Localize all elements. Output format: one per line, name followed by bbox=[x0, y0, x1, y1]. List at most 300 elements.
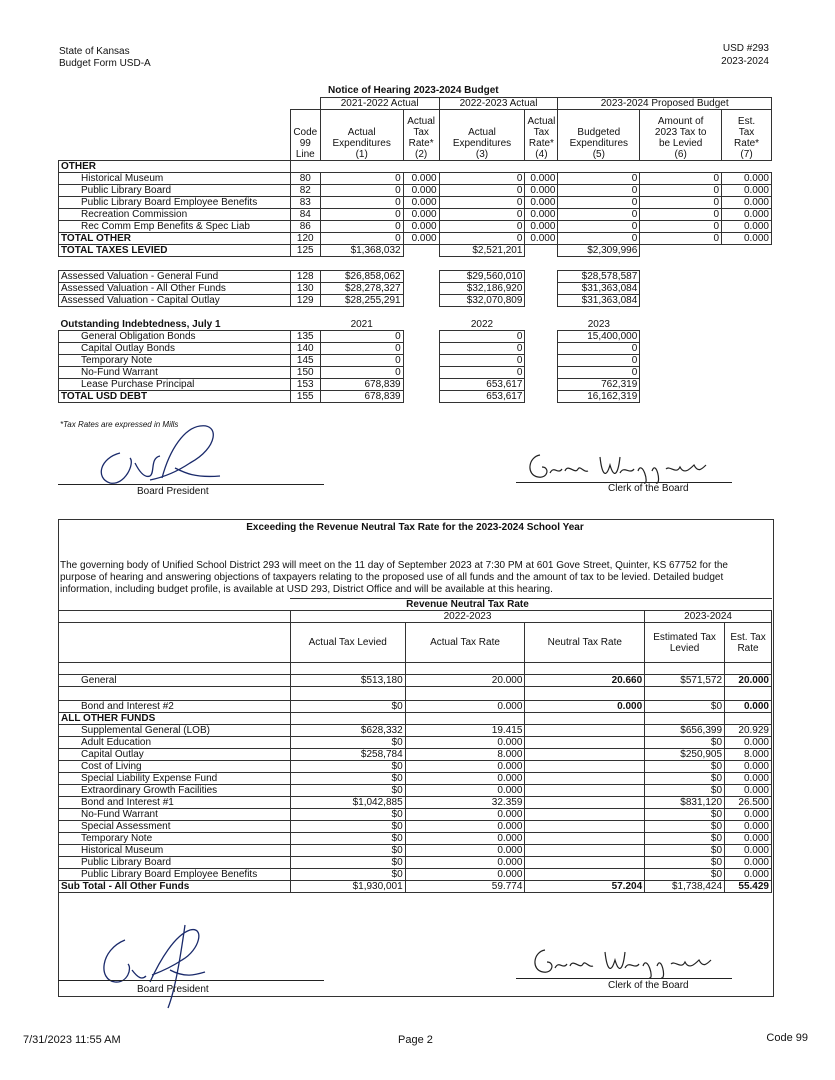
row-c7 bbox=[722, 354, 772, 366]
row-c3: 0 bbox=[439, 342, 525, 354]
col-head-line: 2023 Tax to bbox=[654, 127, 707, 138]
rnr-row-d: $656,399 bbox=[645, 725, 725, 737]
rnr-title: Exceeding the Revenue Neutral Tax Rate for the 2023-2024 School Year bbox=[246, 522, 584, 533]
row-code: 128 bbox=[290, 271, 320, 283]
row-label: Recreation Commission bbox=[59, 209, 291, 221]
rnr-row bbox=[59, 821, 772, 833]
col-head-7 bbox=[722, 110, 772, 161]
row-c3: $29,560,010 bbox=[439, 271, 525, 283]
rnr-row-a: $0 bbox=[290, 833, 405, 845]
col-head-line: Actual bbox=[468, 127, 496, 138]
row-c5: $31,363,084 bbox=[558, 295, 640, 307]
president-signature-1 bbox=[90, 418, 250, 493]
rnr-row-e: 0.000 bbox=[725, 737, 772, 749]
col-head-line: (4) bbox=[535, 149, 548, 160]
row-c6 bbox=[640, 295, 722, 307]
row-c4 bbox=[525, 354, 558, 366]
rnr-row-c bbox=[525, 845, 645, 857]
rnr-row-c: 20.660 bbox=[525, 675, 645, 687]
col-head-line: Expenditures bbox=[332, 138, 391, 149]
rnr-row-d: $0 bbox=[645, 737, 725, 749]
col-head-line: (7) bbox=[740, 149, 753, 160]
rnr-row-d: $0 bbox=[645, 857, 725, 869]
rnr-row-label: Bond and Interest #1 bbox=[59, 797, 291, 809]
row-c2 bbox=[403, 390, 439, 402]
col-head-line: Amount of bbox=[657, 116, 704, 127]
rnr-row-d: $0 bbox=[645, 833, 725, 845]
rnr-row bbox=[59, 869, 772, 881]
row-c6: 0 bbox=[640, 173, 722, 185]
col-head-line: Actual bbox=[407, 116, 435, 127]
notice-col-heads bbox=[59, 110, 772, 161]
row-label: TOTAL OTHER bbox=[59, 233, 291, 245]
row-c5: 0 bbox=[558, 221, 640, 233]
footer-code: Code 99 bbox=[766, 1032, 808, 1044]
rnr-row-c: 0.000 bbox=[525, 701, 645, 713]
row-c4 bbox=[525, 378, 558, 390]
notice-row bbox=[59, 342, 772, 354]
row-c6: 0 bbox=[640, 197, 722, 209]
rnr-head-est-rate: Est. Tax Rate bbox=[725, 623, 772, 663]
row-c4: 0.000 bbox=[525, 209, 558, 221]
row-c4 bbox=[525, 245, 558, 257]
rnr-row-label: General bbox=[59, 675, 291, 687]
rnr-row-b: 0.000 bbox=[405, 821, 525, 833]
col-head-line: Tax bbox=[533, 127, 550, 138]
row-c1: $1,368,032 bbox=[320, 245, 403, 257]
notice-row bbox=[59, 366, 772, 378]
col-head-4 bbox=[525, 110, 558, 161]
rnr-row-label: Public Library Board Employee Benefits bbox=[59, 869, 291, 881]
rnr-row bbox=[59, 725, 772, 737]
board-president-caption-2: Board President bbox=[137, 984, 209, 995]
row-code: 135 bbox=[290, 330, 320, 342]
rnr-row-label: Supplemental General (LOB) bbox=[59, 725, 291, 737]
row-c6 bbox=[640, 354, 722, 366]
form-label: Budget Form USD-A bbox=[59, 58, 151, 69]
rnr-row bbox=[59, 737, 772, 749]
row-c2 bbox=[403, 366, 439, 378]
row-c4 bbox=[525, 366, 558, 378]
rnr-row-e: 0.000 bbox=[725, 785, 772, 797]
row-c5: 0 bbox=[558, 354, 640, 366]
rnr-row-d: $0 bbox=[645, 785, 725, 797]
row-c6 bbox=[640, 283, 722, 295]
rnr-row-a: $1,930,001 bbox=[290, 881, 405, 893]
row-label: Historical Museum bbox=[59, 173, 291, 185]
rnr-row-a: $0 bbox=[290, 701, 405, 713]
rnr-row-c bbox=[525, 773, 645, 785]
rnr-row-b: 0.000 bbox=[405, 809, 525, 821]
rnr-row-d: $0 bbox=[645, 701, 725, 713]
row-c2: 0.000 bbox=[403, 197, 439, 209]
row-c7 bbox=[722, 295, 772, 307]
row-c1: 0 bbox=[320, 354, 403, 366]
row-c2 bbox=[403, 271, 439, 283]
group-2021-2022: 2021-2022 Actual bbox=[320, 98, 439, 110]
notice-row bbox=[59, 185, 772, 197]
debt-label: Outstanding Indebtedness, July 1 bbox=[60, 318, 221, 330]
rnr-table-title: Revenue Neutral Tax Rate bbox=[290, 599, 644, 611]
rnr-row bbox=[59, 675, 772, 687]
row-code: 125 bbox=[290, 245, 320, 257]
row-c1: 0 bbox=[320, 221, 403, 233]
rnr-row-a: $1,042,885 bbox=[290, 797, 405, 809]
rnr-row-d: $0 bbox=[645, 773, 725, 785]
row-c7 bbox=[722, 366, 772, 378]
row-c6: 0 bbox=[640, 233, 722, 245]
col-head-line: (1) bbox=[355, 149, 368, 160]
row-c4: 0.000 bbox=[525, 173, 558, 185]
notice-row bbox=[59, 390, 772, 402]
row-c3: 0 bbox=[439, 197, 525, 209]
rnr-row-c bbox=[525, 821, 645, 833]
row-c3: 0 bbox=[439, 233, 525, 245]
row-label: Temporary Note bbox=[59, 354, 291, 366]
col-head-line: Budgeted bbox=[577, 127, 621, 138]
row-c2 bbox=[403, 378, 439, 390]
row-c1: $28,255,291 bbox=[320, 295, 403, 307]
row-c3: $32,070,809 bbox=[439, 295, 525, 307]
row-c1: 0 bbox=[320, 197, 403, 209]
rnr-row bbox=[59, 773, 772, 785]
rnr-head-neutral-rate: Neutral Tax Rate bbox=[525, 623, 645, 663]
row-c6: 0 bbox=[640, 221, 722, 233]
rnr-row-label: Historical Museum bbox=[59, 845, 291, 857]
row-c1: 0 bbox=[320, 342, 403, 354]
rnr-row-b: 0.000 bbox=[405, 857, 525, 869]
row-c1: $26,858,062 bbox=[320, 271, 403, 283]
rnr-row bbox=[59, 809, 772, 821]
row-c7 bbox=[722, 342, 772, 354]
row-c4 bbox=[525, 390, 558, 402]
col-head-5 bbox=[558, 110, 640, 161]
notice-row bbox=[59, 197, 772, 209]
row-code: 84 bbox=[290, 209, 320, 221]
row-c6 bbox=[640, 342, 722, 354]
rnr-row-e: 26.500 bbox=[725, 797, 772, 809]
row-c3: $2,521,201 bbox=[439, 245, 525, 257]
rnr-row-e: 0.000 bbox=[725, 761, 772, 773]
row-c2: 0.000 bbox=[403, 233, 439, 245]
row-c5: 0 bbox=[558, 366, 640, 378]
rnr-row bbox=[59, 701, 772, 713]
rnr-row-c bbox=[525, 869, 645, 881]
row-label: Assessed Valuation - Capital Outlay bbox=[59, 295, 291, 307]
rnr-row-b: 0.000 bbox=[405, 833, 525, 845]
rnr-row-a: $513,180 bbox=[290, 675, 405, 687]
notice-row bbox=[59, 354, 772, 366]
rnr-row-c bbox=[525, 725, 645, 737]
row-c5: 0 bbox=[558, 342, 640, 354]
debt-year-2021: 2021 bbox=[350, 318, 373, 330]
col-head-line: Code bbox=[293, 127, 318, 138]
rnr-row bbox=[59, 797, 772, 809]
row-c5: 0 bbox=[558, 185, 640, 197]
row-c1: 0 bbox=[320, 173, 403, 185]
row-c6 bbox=[640, 378, 722, 390]
rnr-row-d: $0 bbox=[645, 761, 725, 773]
row-c6 bbox=[640, 330, 722, 342]
col-head-line: Est. bbox=[737, 116, 756, 127]
notice-row bbox=[59, 271, 772, 283]
col-head-2 bbox=[403, 110, 439, 161]
row-c3: 0 bbox=[439, 366, 525, 378]
row-c3: 0 bbox=[439, 330, 525, 342]
rnr-row-b: 0.000 bbox=[405, 785, 525, 797]
rnr-row-e: 55.429 bbox=[725, 881, 772, 893]
tax-rate-footnote: *Tax Rates are expressed in Mills bbox=[60, 420, 179, 429]
rnr-row-a: $0 bbox=[290, 761, 405, 773]
row-c5: 0 bbox=[558, 197, 640, 209]
rnr-row-c bbox=[525, 797, 645, 809]
row-c1: 678,839 bbox=[320, 378, 403, 390]
row-c7: 0.000 bbox=[722, 209, 772, 221]
row-code: 140 bbox=[290, 342, 320, 354]
row-c5: $28,578,587 bbox=[558, 271, 640, 283]
president-signature-2 bbox=[90, 920, 220, 1010]
row-code: 83 bbox=[290, 197, 320, 209]
rnr-row-a: $0 bbox=[290, 869, 405, 881]
row-c2 bbox=[403, 354, 439, 366]
col-head-line: Rate* bbox=[528, 138, 554, 149]
col-head-1 bbox=[320, 110, 403, 161]
rnr-row-a: $0 bbox=[290, 821, 405, 833]
row-c6: 0 bbox=[640, 209, 722, 221]
rnr-row-d: $571,572 bbox=[645, 675, 725, 687]
rnr-row-b: 0.000 bbox=[405, 701, 525, 713]
row-code: 155 bbox=[290, 390, 320, 402]
row-c3: 653,617 bbox=[439, 390, 525, 402]
rnr-row-c bbox=[525, 809, 645, 821]
row-c2 bbox=[403, 342, 439, 354]
rnr-row-b: 59.774 bbox=[405, 881, 525, 893]
rnr-row-e: 0.000 bbox=[725, 701, 772, 713]
debt-year-2023: 2023 bbox=[587, 318, 610, 330]
rnr-row-e: 0.000 bbox=[725, 809, 772, 821]
rnr-row-c: 57.204 bbox=[525, 881, 645, 893]
col-head-line: (2) bbox=[414, 149, 428, 160]
rnr-row-label: Sub Total - All Other Funds bbox=[59, 881, 291, 893]
rnr-group-2022-2023: 2022-2023 bbox=[290, 611, 644, 623]
notice-table bbox=[58, 97, 772, 403]
rnr-row-c bbox=[525, 761, 645, 773]
row-c5: $2,309,996 bbox=[558, 245, 640, 257]
rnr-row-b: 0.000 bbox=[405, 737, 525, 749]
rnr-row-c bbox=[525, 857, 645, 869]
notice-row bbox=[59, 283, 772, 295]
notice-row bbox=[59, 221, 772, 233]
row-c4: 0.000 bbox=[525, 233, 558, 245]
row-c7 bbox=[722, 283, 772, 295]
rnr-row-a: $0 bbox=[290, 737, 405, 749]
rnr-row-c bbox=[525, 785, 645, 797]
rnr-row-d: $0 bbox=[645, 809, 725, 821]
row-c6 bbox=[640, 271, 722, 283]
row-c2: 0.000 bbox=[403, 185, 439, 197]
col-head-line: Expenditures bbox=[569, 138, 629, 149]
usd-label: USD #293 bbox=[722, 43, 769, 54]
row-c3: 0 bbox=[439, 185, 525, 197]
row-c3: $32,186,920 bbox=[439, 283, 525, 295]
row-c4 bbox=[525, 295, 558, 307]
rnr-row-d: $250,905 bbox=[645, 749, 725, 761]
notice-row bbox=[59, 378, 772, 390]
rnr-row-label: Public Library Board bbox=[59, 857, 291, 869]
rnr-row-e: 0.000 bbox=[725, 857, 772, 869]
row-c6 bbox=[640, 366, 722, 378]
row-c1: 678,839 bbox=[320, 390, 403, 402]
rnr-row-b: 0.000 bbox=[405, 773, 525, 785]
row-c3: 0 bbox=[439, 354, 525, 366]
row-c4 bbox=[525, 271, 558, 283]
footer-page: Page 2 bbox=[398, 1034, 433, 1046]
rnr-row-label: Adult Education bbox=[59, 737, 291, 749]
row-code: 86 bbox=[290, 221, 320, 233]
row-c3: 0 bbox=[439, 209, 525, 221]
rnr-row bbox=[59, 833, 772, 845]
col-head-line: (5) bbox=[592, 149, 605, 160]
rnr-row-e: 0.000 bbox=[725, 821, 772, 833]
year-label: 2023-2024 bbox=[721, 56, 769, 67]
row-code: 120 bbox=[290, 233, 320, 245]
row-c2 bbox=[403, 283, 439, 295]
row-c5: 0 bbox=[558, 173, 640, 185]
rnr-row-a: $0 bbox=[290, 857, 405, 869]
row-c4: 0.000 bbox=[525, 221, 558, 233]
rnr-row-label: Special Assessment bbox=[59, 821, 291, 833]
notice-row bbox=[59, 330, 772, 342]
col-head-line: (3) bbox=[475, 149, 489, 160]
notice-row bbox=[59, 209, 772, 221]
col-head-line: Tax bbox=[738, 127, 755, 138]
row-c1: 0 bbox=[320, 233, 403, 245]
row-c1: $28,278,327 bbox=[320, 283, 403, 295]
row-label: TOTAL USD DEBT bbox=[59, 390, 291, 402]
rnr-row-b: 0.000 bbox=[405, 761, 525, 773]
rnr-row-a: $0 bbox=[290, 773, 405, 785]
row-c4: 0.000 bbox=[525, 197, 558, 209]
rnr-row-label: Cost of Living bbox=[59, 761, 291, 773]
rnr-row-d: $831,120 bbox=[645, 797, 725, 809]
row-code: 80 bbox=[290, 173, 320, 185]
rnr-row-c bbox=[525, 833, 645, 845]
row-code: 153 bbox=[290, 378, 320, 390]
rnr-row-a: $258,784 bbox=[290, 749, 405, 761]
rnr-row-e: 8.000 bbox=[725, 749, 772, 761]
row-c7 bbox=[722, 271, 772, 283]
rnr-row-label: Special Liability Expense Fund bbox=[59, 773, 291, 785]
rnr-row bbox=[59, 881, 772, 893]
rnr-row-a: $0 bbox=[290, 809, 405, 821]
clerk-caption-1: Clerk of the Board bbox=[608, 483, 689, 494]
rnr-row-b: 0.000 bbox=[405, 869, 525, 881]
col-head-line: Rate* bbox=[408, 138, 434, 149]
board-president-caption-1: Board President bbox=[137, 486, 209, 497]
row-c1: 0 bbox=[320, 330, 403, 342]
row-c3: 653,617 bbox=[439, 378, 525, 390]
row-c4: 0.000 bbox=[525, 185, 558, 197]
row-c7 bbox=[722, 390, 772, 402]
row-c3: 0 bbox=[439, 173, 525, 185]
notice-row bbox=[59, 295, 772, 307]
row-label: Lease Purchase Principal bbox=[59, 378, 291, 390]
row-c2: 0.000 bbox=[403, 209, 439, 221]
row-label: Public Library Board Employee Benefits bbox=[59, 197, 291, 209]
row-c5: 16,162,319 bbox=[558, 390, 640, 402]
rnr-row-a: $0 bbox=[290, 785, 405, 797]
row-c7: 0.000 bbox=[722, 233, 772, 245]
row-c4 bbox=[525, 330, 558, 342]
rnr-row-e: 0.000 bbox=[725, 869, 772, 881]
rnr-row-e: 0.000 bbox=[725, 833, 772, 845]
rnr-row-a: $0 bbox=[290, 845, 405, 857]
rnr-group-2023-2024: 2023-2024 bbox=[645, 611, 772, 623]
rnr-row bbox=[59, 761, 772, 773]
row-c3: 0 bbox=[439, 221, 525, 233]
row-c5: 762,319 bbox=[558, 378, 640, 390]
rnr-head-actual-levied: Actual Tax Levied bbox=[290, 623, 405, 663]
row-label: General Obligation Bonds bbox=[59, 330, 291, 342]
row-c1: 0 bbox=[320, 185, 403, 197]
row-c7: 0.000 bbox=[722, 185, 772, 197]
row-c5: $31,363,084 bbox=[558, 283, 640, 295]
row-code: 82 bbox=[290, 185, 320, 197]
row-c4 bbox=[525, 342, 558, 354]
debt-year-2022: 2022 bbox=[470, 318, 494, 330]
row-label: Capital Outlay Bonds bbox=[59, 342, 291, 354]
rnr-row-c bbox=[525, 749, 645, 761]
rnr-row-d: $1,738,424 bbox=[645, 881, 725, 893]
row-c2: 0.000 bbox=[403, 173, 439, 185]
row-label: Assessed Valuation - All Other Funds bbox=[59, 283, 291, 295]
row-label: Assessed Valuation - General Fund bbox=[59, 271, 291, 283]
rnr-row bbox=[59, 785, 772, 797]
state-label: State of Kansas bbox=[59, 46, 130, 57]
rnr-row-d: $0 bbox=[645, 869, 725, 881]
row-c7 bbox=[722, 378, 772, 390]
row-c7 bbox=[722, 245, 772, 257]
group-2022-2023: 2022-2023 Actual bbox=[439, 98, 558, 110]
row-c2 bbox=[403, 245, 439, 257]
col-head-line: Tax bbox=[413, 127, 429, 138]
rnr-row-b: 32.359 bbox=[405, 797, 525, 809]
rnr-row-label: No-Fund Warrant bbox=[59, 809, 291, 821]
rnr-row bbox=[59, 845, 772, 857]
row-c7: 0.000 bbox=[722, 221, 772, 233]
rnr-row-b: 8.000 bbox=[405, 749, 525, 761]
col-head-line: (6) bbox=[674, 149, 687, 160]
group-2023-2024: 2023-2024 Proposed Budget bbox=[558, 98, 772, 110]
other-label: OTHER bbox=[59, 161, 291, 173]
rnr-row-a: $628,332 bbox=[290, 725, 405, 737]
row-c6: 0 bbox=[640, 185, 722, 197]
notice-row bbox=[59, 233, 772, 245]
rnr-row bbox=[59, 857, 772, 869]
row-code: 145 bbox=[290, 354, 320, 366]
rnr-row-d: $0 bbox=[645, 821, 725, 833]
rnr-row-b: 0.000 bbox=[405, 845, 525, 857]
row-c5: 0 bbox=[558, 209, 640, 221]
rnr-row-e: 0.000 bbox=[725, 845, 772, 857]
row-label: Rec Comm Emp Benefits & Spec Liab bbox=[59, 221, 291, 233]
rnr-row-e: 20.929 bbox=[725, 725, 772, 737]
row-c1: 0 bbox=[320, 209, 403, 221]
row-code: 129 bbox=[290, 295, 320, 307]
rnr-row-b: 19.415 bbox=[405, 725, 525, 737]
notice-title: Notice of Hearing 2023-2024 Budget bbox=[328, 85, 499, 96]
col-head-3 bbox=[439, 110, 525, 161]
